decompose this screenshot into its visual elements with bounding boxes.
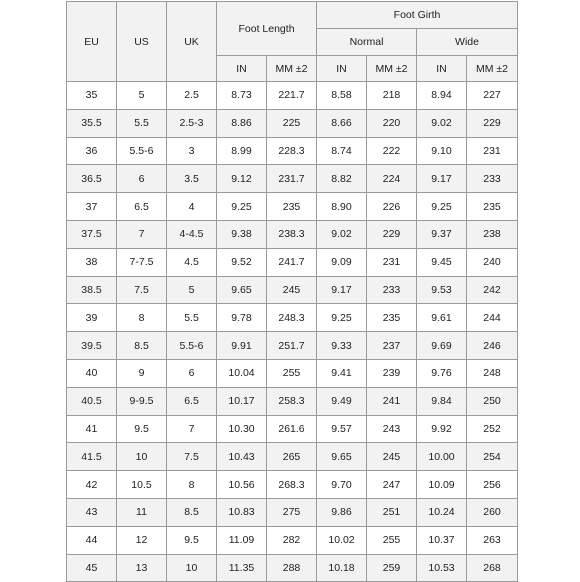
cell-length-in: 9.52 <box>217 248 267 276</box>
cell-us: 6.5 <box>117 193 167 221</box>
header-foot-girth: Foot Girth <box>317 2 518 29</box>
cell-eu: 44 <box>67 526 117 554</box>
cell-uk: 4-4.5 <box>167 220 217 248</box>
cell-normal-mm: 251 <box>367 498 417 526</box>
header-normal-mm: MM ±2 <box>367 56 417 82</box>
cell-us: 12 <box>117 526 167 554</box>
cell-length-in: 8.73 <box>217 82 267 110</box>
cell-length-in: 9.38 <box>217 220 267 248</box>
cell-normal-mm: 218 <box>367 82 417 110</box>
cell-normal-mm: 222 <box>367 137 417 165</box>
cell-eu: 43 <box>67 498 117 526</box>
cell-normal-mm: 237 <box>367 332 417 360</box>
cell-wide-mm: 240 <box>467 248 518 276</box>
cell-normal-in: 9.17 <box>317 276 367 304</box>
cell-uk: 8 <box>167 471 217 499</box>
cell-us: 10.5 <box>117 471 167 499</box>
cell-length-in: 9.91 <box>217 332 267 360</box>
cell-wide-in: 9.53 <box>417 276 467 304</box>
cell-wide-mm: 244 <box>467 304 518 332</box>
cell-length-mm: 255 <box>267 359 317 387</box>
cell-uk: 3 <box>167 137 217 165</box>
cell-length-in: 10.56 <box>217 471 267 499</box>
cell-us: 10 <box>117 443 167 471</box>
cell-eu: 41 <box>67 415 117 443</box>
cell-normal-mm: 245 <box>367 443 417 471</box>
table-row <box>67 387 518 415</box>
cell-length-mm: 231.7 <box>267 165 317 193</box>
cell-length-mm: 225 <box>267 109 317 137</box>
cell-normal-in: 9.09 <box>317 248 367 276</box>
table-row <box>67 359 518 387</box>
table-body <box>67 82 518 582</box>
cell-wide-in: 9.61 <box>417 304 467 332</box>
cell-us: 8.5 <box>117 332 167 360</box>
cell-wide-in: 9.84 <box>417 387 467 415</box>
cell-normal-mm: 226 <box>367 193 417 221</box>
size-table <box>66 1 518 582</box>
cell-length-mm: 241.7 <box>267 248 317 276</box>
cell-eu: 39 <box>67 304 117 332</box>
table-row <box>67 248 518 276</box>
header-length-mm: MM ±2 <box>267 56 317 82</box>
header-normal: Normal <box>317 29 417 56</box>
header-wide: Wide <box>417 29 518 56</box>
table-row <box>67 137 518 165</box>
cell-wide-mm: 246 <box>467 332 518 360</box>
cell-wide-mm: 252 <box>467 415 518 443</box>
cell-normal-mm: 229 <box>367 220 417 248</box>
cell-wide-in: 10.24 <box>417 498 467 526</box>
cell-normal-in: 10.02 <box>317 526 367 554</box>
cell-length-in: 11.35 <box>217 554 267 582</box>
cell-normal-mm: 231 <box>367 248 417 276</box>
header-eu: EU <box>67 2 117 82</box>
cell-normal-mm: 247 <box>367 471 417 499</box>
cell-length-mm: 238.3 <box>267 220 317 248</box>
cell-wide-mm: 231 <box>467 137 518 165</box>
cell-eu: 40.5 <box>67 387 117 415</box>
cell-length-mm: 245 <box>267 276 317 304</box>
cell-eu: 37.5 <box>67 220 117 248</box>
table-row <box>67 471 518 499</box>
header-us: US <box>117 2 167 82</box>
cell-eu: 35 <box>67 82 117 110</box>
cell-normal-mm: 220 <box>367 109 417 137</box>
cell-wide-in: 9.25 <box>417 193 467 221</box>
table-row <box>67 82 518 110</box>
cell-normal-mm: 235 <box>367 304 417 332</box>
cell-uk: 5 <box>167 276 217 304</box>
cell-length-in: 9.78 <box>217 304 267 332</box>
cell-wide-mm: 238 <box>467 220 518 248</box>
cell-eu: 45 <box>67 554 117 582</box>
cell-us: 9 <box>117 359 167 387</box>
cell-us: 7.5 <box>117 276 167 304</box>
cell-wide-mm: 248 <box>467 359 518 387</box>
cell-normal-in: 9.33 <box>317 332 367 360</box>
cell-wide-mm: 227 <box>467 82 518 110</box>
cell-wide-mm: 260 <box>467 498 518 526</box>
cell-wide-in: 9.69 <box>417 332 467 360</box>
cell-us: 11 <box>117 498 167 526</box>
cell-length-in: 11.09 <box>217 526 267 554</box>
cell-wide-mm: 250 <box>467 387 518 415</box>
cell-normal-in: 9.49 <box>317 387 367 415</box>
cell-normal-in: 9.41 <box>317 359 367 387</box>
cell-normal-mm: 233 <box>367 276 417 304</box>
cell-uk: 10 <box>167 554 217 582</box>
table-header <box>67 2 518 82</box>
cell-eu: 38.5 <box>67 276 117 304</box>
cell-normal-mm: 241 <box>367 387 417 415</box>
cell-us: 5 <box>117 82 167 110</box>
cell-wide-in: 9.37 <box>417 220 467 248</box>
cell-eu: 35.5 <box>67 109 117 137</box>
cell-length-mm: 251.7 <box>267 332 317 360</box>
cell-us: 6 <box>117 165 167 193</box>
cell-uk: 2.5-3 <box>167 109 217 137</box>
cell-normal-in: 9.02 <box>317 220 367 248</box>
table-row <box>67 526 518 554</box>
cell-wide-mm: 268 <box>467 554 518 582</box>
cell-length-mm: 275 <box>267 498 317 526</box>
cell-normal-mm: 259 <box>367 554 417 582</box>
cell-length-in: 10.83 <box>217 498 267 526</box>
cell-normal-in: 9.57 <box>317 415 367 443</box>
cell-wide-in: 9.45 <box>417 248 467 276</box>
cell-uk: 4.5 <box>167 248 217 276</box>
cell-wide-mm: 229 <box>467 109 518 137</box>
cell-wide-in: 10.09 <box>417 471 467 499</box>
cell-wide-mm: 263 <box>467 526 518 554</box>
table-row <box>67 109 518 137</box>
cell-uk: 5.5-6 <box>167 332 217 360</box>
cell-length-in: 10.30 <box>217 415 267 443</box>
cell-length-in: 9.12 <box>217 165 267 193</box>
cell-normal-in: 8.90 <box>317 193 367 221</box>
header-wide-mm: MM ±2 <box>467 56 518 82</box>
cell-normal-in: 8.58 <box>317 82 367 110</box>
header-uk: UK <box>167 2 217 82</box>
cell-normal-in: 9.65 <box>317 443 367 471</box>
size-chart <box>66 1 517 582</box>
cell-uk: 3.5 <box>167 165 217 193</box>
cell-us: 8 <box>117 304 167 332</box>
cell-length-mm: 265 <box>267 443 317 471</box>
cell-uk: 4 <box>167 193 217 221</box>
header-foot-length: Foot Length <box>217 2 317 56</box>
cell-length-in: 9.25 <box>217 193 267 221</box>
cell-eu: 37 <box>67 193 117 221</box>
table-row <box>67 554 518 582</box>
cell-wide-mm: 233 <box>467 165 518 193</box>
cell-wide-in: 9.17 <box>417 165 467 193</box>
cell-normal-mm: 239 <box>367 359 417 387</box>
cell-wide-mm: 242 <box>467 276 518 304</box>
cell-eu: 40 <box>67 359 117 387</box>
table-row <box>67 276 518 304</box>
cell-eu: 41.5 <box>67 443 117 471</box>
cell-length-mm: 288 <box>267 554 317 582</box>
cell-uk: 7 <box>167 415 217 443</box>
cell-normal-in: 9.70 <box>317 471 367 499</box>
cell-uk: 8.5 <box>167 498 217 526</box>
cell-wide-in: 10.00 <box>417 443 467 471</box>
cell-wide-in: 9.10 <box>417 137 467 165</box>
table-row <box>67 332 518 360</box>
cell-us: 5.5 <box>117 109 167 137</box>
cell-length-mm: 258.3 <box>267 387 317 415</box>
cell-eu: 42 <box>67 471 117 499</box>
cell-normal-mm: 224 <box>367 165 417 193</box>
cell-us: 5.5-6 <box>117 137 167 165</box>
cell-normal-in: 8.82 <box>317 165 367 193</box>
cell-us: 9-9.5 <box>117 387 167 415</box>
cell-eu: 39.5 <box>67 332 117 360</box>
table-row <box>67 415 518 443</box>
cell-length-in: 10.04 <box>217 359 267 387</box>
table-row <box>67 304 518 332</box>
cell-length-mm: 282 <box>267 526 317 554</box>
table-row <box>67 498 518 526</box>
cell-uk: 2.5 <box>167 82 217 110</box>
cell-wide-in: 10.53 <box>417 554 467 582</box>
table-row <box>67 443 518 471</box>
cell-length-mm: 248.3 <box>267 304 317 332</box>
table-row <box>67 220 518 248</box>
cell-length-in: 10.43 <box>217 443 267 471</box>
cell-wide-in: 9.76 <box>417 359 467 387</box>
header-wide-in: IN <box>417 56 467 82</box>
cell-eu: 38 <box>67 248 117 276</box>
cell-uk: 7.5 <box>167 443 217 471</box>
cell-wide-mm: 256 <box>467 471 518 499</box>
cell-normal-in: 8.74 <box>317 137 367 165</box>
header-normal-in: IN <box>317 56 367 82</box>
cell-normal-in: 10.18 <box>317 554 367 582</box>
cell-length-mm: 235 <box>267 193 317 221</box>
cell-wide-in: 8.94 <box>417 82 467 110</box>
cell-length-in: 8.99 <box>217 137 267 165</box>
cell-us: 7 <box>117 220 167 248</box>
cell-wide-mm: 235 <box>467 193 518 221</box>
cell-wide-in: 10.37 <box>417 526 467 554</box>
cell-eu: 36.5 <box>67 165 117 193</box>
header-length-in: IN <box>217 56 267 82</box>
table-row <box>67 193 518 221</box>
cell-wide-mm: 254 <box>467 443 518 471</box>
cell-length-mm: 221.7 <box>267 82 317 110</box>
cell-length-mm: 228.3 <box>267 137 317 165</box>
cell-length-in: 8.86 <box>217 109 267 137</box>
cell-us: 13 <box>117 554 167 582</box>
cell-length-in: 10.17 <box>217 387 267 415</box>
cell-eu: 36 <box>67 137 117 165</box>
cell-normal-mm: 243 <box>367 415 417 443</box>
cell-uk: 9.5 <box>167 526 217 554</box>
cell-normal-in: 8.66 <box>317 109 367 137</box>
table-row <box>67 165 518 193</box>
cell-wide-in: 9.92 <box>417 415 467 443</box>
cell-uk: 6 <box>167 359 217 387</box>
cell-us: 7-7.5 <box>117 248 167 276</box>
cell-uk: 6.5 <box>167 387 217 415</box>
cell-uk: 5.5 <box>167 304 217 332</box>
cell-length-mm: 268.3 <box>267 471 317 499</box>
cell-length-mm: 261.6 <box>267 415 317 443</box>
cell-normal-mm: 255 <box>367 526 417 554</box>
cell-length-in: 9.65 <box>217 276 267 304</box>
cell-us: 9.5 <box>117 415 167 443</box>
cell-wide-in: 9.02 <box>417 109 467 137</box>
cell-normal-in: 9.25 <box>317 304 367 332</box>
cell-normal-in: 9.86 <box>317 498 367 526</box>
